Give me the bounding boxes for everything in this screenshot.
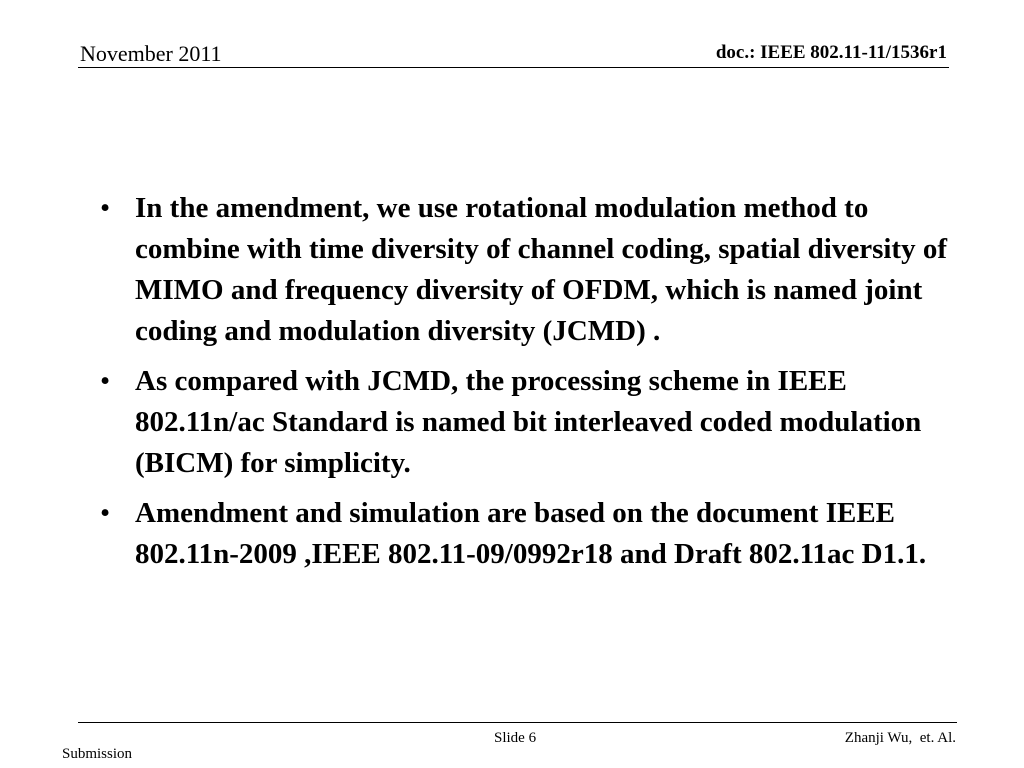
slide-number: Slide 6 xyxy=(494,730,537,746)
footer-author: Zhanji Wu, et. Al. xyxy=(844,730,956,746)
header-divider xyxy=(78,67,949,68)
bullet-dot-icon: • xyxy=(100,497,111,529)
bullet-item xyxy=(100,361,960,484)
bullet-text: In the amendment, we use rotational modulation method to combine with time diversity of channel coding, spatial diversity of MIMO and frequency diversity of OFDM, which is named joint coding and modulation diversity (JCMD) . xyxy=(135,192,947,347)
footer-divider xyxy=(78,722,957,723)
slide-bullet-list xyxy=(100,188,960,584)
header-date: November 2011 xyxy=(80,41,222,66)
document-id: doc.: IEEE 802.11-11/1536r1 xyxy=(715,42,947,63)
bullet-text: Amendment and simulation are based on the document IEEE 802.11n-2009 ,IEEE 802.11-09/0992r18 and Draft 802.11ac D1.1. xyxy=(135,497,927,570)
bullet-text: As compared with JCMD, the processing scheme in IEEE 802.11n/ac Standard is named bit interleaved coded modulation (BICM) for simplicity. xyxy=(135,365,922,479)
footer-submission: Submission xyxy=(62,746,133,762)
bullet-dot-icon: • xyxy=(100,365,111,397)
bullet-item xyxy=(100,493,960,575)
bullet-dot-icon: • xyxy=(100,192,111,224)
bullet-item xyxy=(100,188,960,352)
